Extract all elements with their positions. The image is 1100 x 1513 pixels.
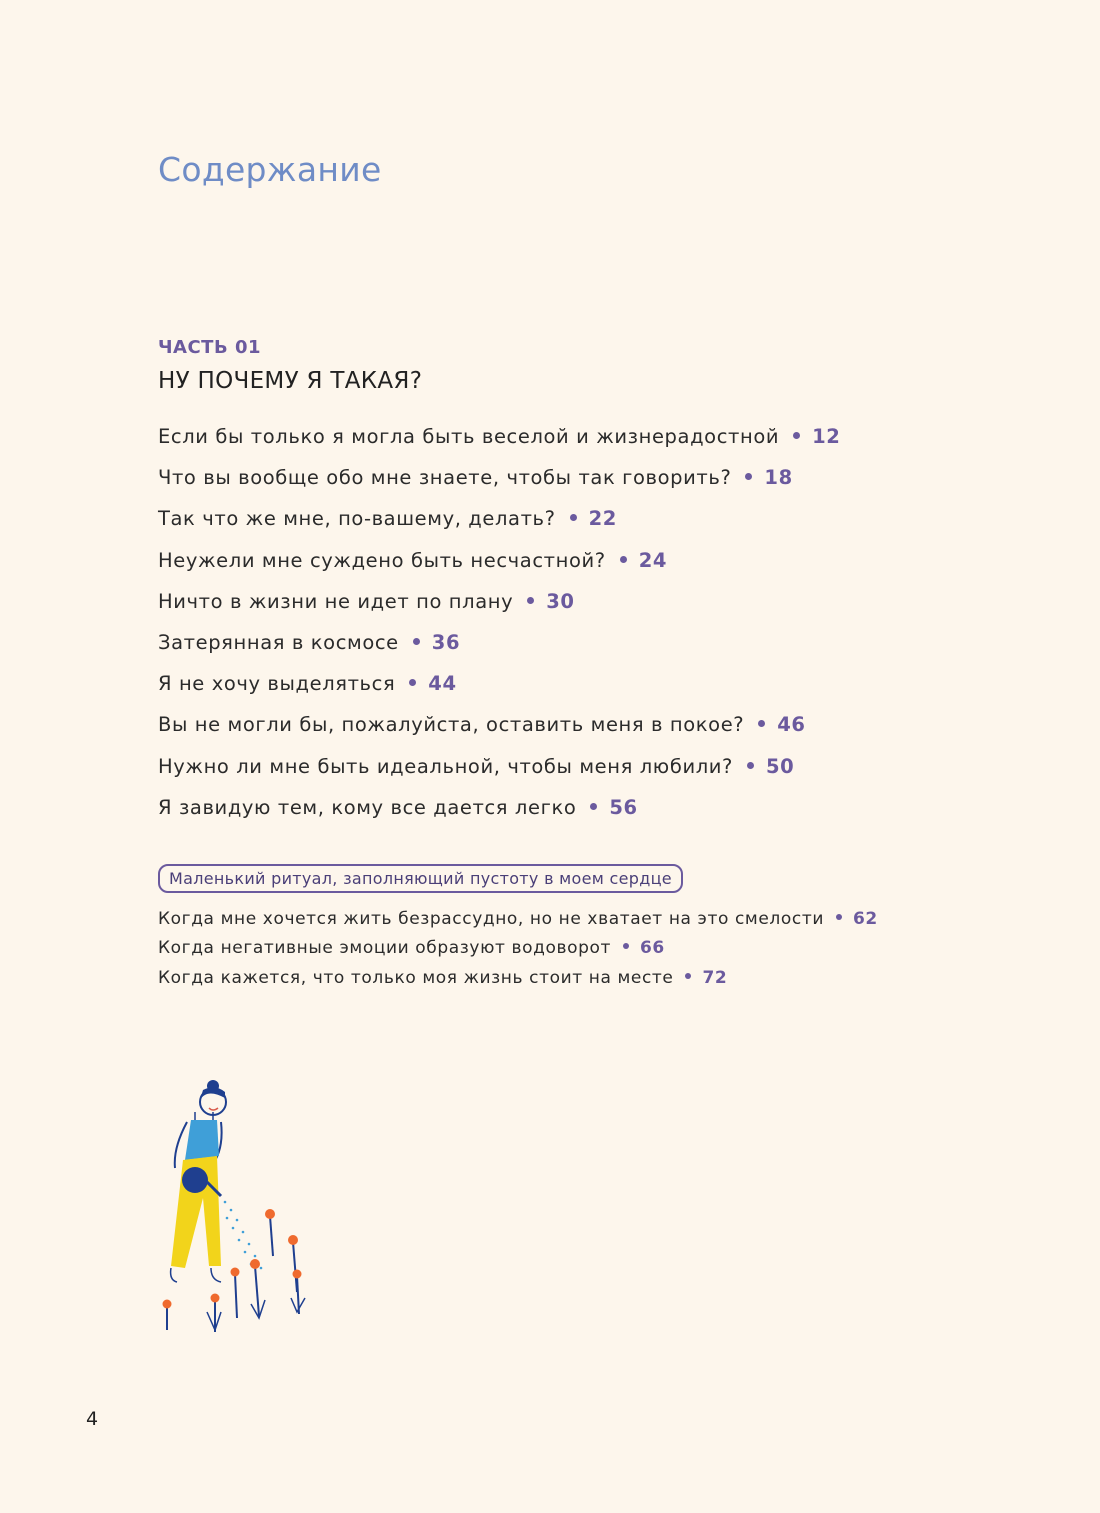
ritual-entry-title: Когда мне хочется жить безрассудно, но не хватает на это смелости	[158, 909, 824, 929]
top	[185, 1120, 219, 1160]
toc-entry-page: 44	[428, 672, 457, 696]
ritual-entry-title: Когда негативные эмоции образуют водоворот	[158, 938, 611, 959]
bullet-icon	[570, 514, 577, 521]
bullet-icon	[685, 973, 691, 979]
toc-entry[interactable]	[158, 796, 840, 837]
bullet-icon	[758, 720, 765, 727]
toc-entry-title: Я завидую тем, кому все дается легко	[158, 795, 577, 819]
bullet-icon	[623, 943, 629, 949]
bullet-icon	[590, 803, 597, 810]
ritual-entry-page: 62	[852, 909, 878, 929]
bullet-icon	[409, 679, 416, 686]
page-title: Содержание	[158, 150, 382, 189]
toc-entry-title: Ничто в жизни не идет по плану	[158, 589, 514, 613]
toc-entry[interactable]	[158, 425, 840, 466]
toc-entry[interactable]	[158, 507, 840, 548]
bullet-icon	[413, 638, 420, 645]
ritual-entry-page: 72	[702, 967, 728, 988]
toc-entry[interactable]	[158, 755, 840, 796]
toc-entry-page: 12	[812, 425, 841, 448]
toc-entry-title: Я не хочу выделяться	[158, 672, 396, 696]
toc-entry-page: 46	[777, 713, 806, 737]
ritual-section-badge: Маленький ритуал, заполняющий пустоту в моем сердце	[158, 864, 683, 893]
part-label: ЧАСТЬ 01	[158, 337, 261, 358]
toc-entry-page: 56	[609, 795, 638, 819]
bullet-icon	[793, 432, 800, 439]
ritual-entry[interactable]	[158, 909, 878, 938]
toc-entry[interactable]	[158, 466, 840, 507]
toc-entry-title: Затерянная в космосе	[158, 630, 399, 654]
toc-entry[interactable]	[158, 713, 840, 754]
toc-entry[interactable]	[158, 631, 840, 672]
ritual-entry[interactable]	[158, 938, 878, 967]
toc-entry-title: Так что же мне, по-вашему, делать?	[158, 507, 556, 531]
bullet-icon	[745, 473, 752, 480]
toc-list	[158, 425, 840, 837]
toc-entry-page: 24	[638, 548, 668, 572]
toc-entry[interactable]	[158, 590, 840, 631]
toc-entry-page: 18	[764, 466, 793, 490]
ritual-list	[158, 909, 878, 997]
foot-left	[171, 1268, 177, 1282]
part-title: НУ ПОЧЕМУ Я ТАКАЯ?	[158, 368, 423, 394]
bullet-icon	[527, 597, 534, 604]
toc-entry[interactable]	[158, 672, 840, 713]
page-number: 4	[86, 1408, 99, 1430]
bullet-icon	[836, 914, 842, 920]
water-drops	[224, 1201, 263, 1270]
woman-watering-flowers-illustration	[155, 1078, 315, 1340]
watering-can	[182, 1167, 208, 1193]
toc-entry-page: 36	[431, 630, 461, 654]
foot-right	[211, 1268, 221, 1282]
toc-entry-page: 30	[546, 589, 575, 613]
toc-entry-title: Что вы вообще обо мне знаете, чтобы так говорить?	[158, 466, 732, 490]
bullet-icon	[747, 762, 754, 769]
ritual-entry[interactable]	[158, 968, 878, 997]
toc-entry-page: 50	[766, 754, 795, 778]
toc-entry-title: Если бы только я могла быть веселой и жизнерадостной	[158, 425, 780, 448]
bullet-icon	[620, 556, 627, 563]
ritual-entry-page: 66	[640, 938, 665, 959]
toc-entry-title: Нужно ли мне быть идеальной, чтобы меня любили?	[158, 754, 733, 778]
toc-entry-title: Неужели мне суждено быть несчастной?	[158, 548, 606, 572]
toc-entry-page: 22	[588, 507, 617, 531]
toc-entry[interactable]	[158, 549, 840, 590]
ritual-entry-title: Когда кажется, что только моя жизнь стоит на месте	[158, 967, 674, 988]
toc-entry-title: Вы не могли бы, пожалуйста, оставить меня в покое?	[158, 713, 745, 737]
